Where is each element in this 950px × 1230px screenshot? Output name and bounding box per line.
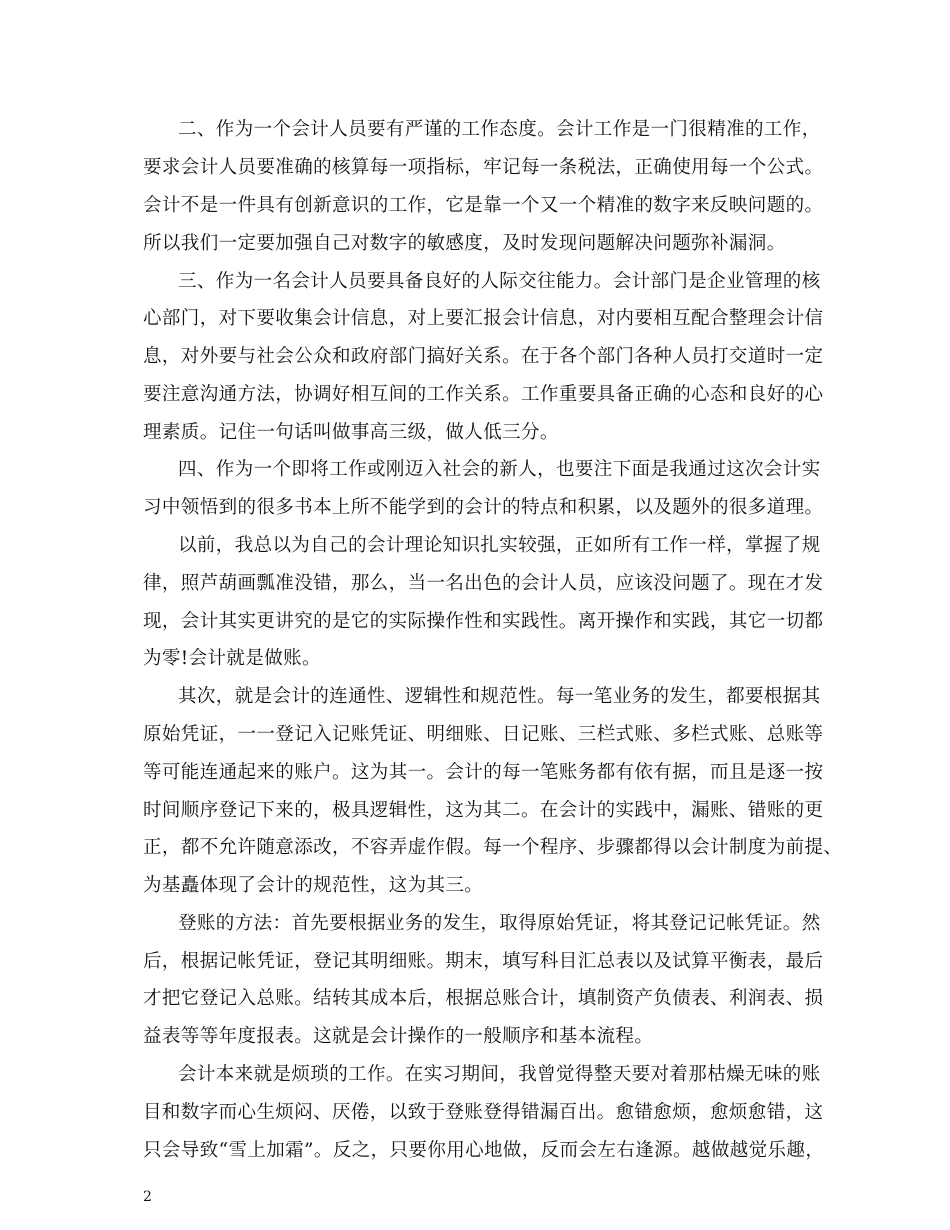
paragraph-line: 为零!会计就是做账。 xyxy=(143,648,321,669)
paragraph-line: 要注意沟通方法，协调好相互间的工作关系。工作重要具备正确的心态和良好的心 xyxy=(143,384,824,405)
paragraph-line: 时间顺序登记下来的，极具逻辑性，这为其二。在会计的实践中，漏账、错账的更 xyxy=(143,800,824,821)
paragraph-line: 以前，我总以为自己的会计理论知识扎实较强，正如所有工作一样，掌握了规 xyxy=(178,535,821,556)
paragraph-line: 要求会计人员要准确的核算每一项指标，牢记每一条税法，正确使用每一个公式。 xyxy=(143,157,824,178)
paragraph-line: 习中领悟到的很多书本上所不能学到的会计的特点和积累，以及题外的很多道理。 xyxy=(143,497,824,518)
paragraph-line: 四、作为一个即将工作或刚迈入社会的新人，也要注下面是我通过这次会计实 xyxy=(178,459,821,480)
paragraph-line: 现，会计其实更讲究的是它的实际操作性和实践性。离开操作和实践，其它一切都 xyxy=(143,611,824,632)
paragraph-line: 心部门，对下要收集会计信息，对上要汇报会计信息，对内要相互配合整理会计信 xyxy=(143,308,824,329)
paragraph-line: 才把它登记入总账。结转其成本后，根据总账合计，填制资产负债表、利润表、损 xyxy=(143,988,824,1009)
paragraph-line: 律，照芦葫画瓢准没错，那么，当一名出色的会计人员，应该没问题了。现在才发 xyxy=(143,573,824,594)
paragraph-line: 所以我们一定要加强自己对数字的敏感度，及时发现问题解决问题弥补漏洞。 xyxy=(143,233,786,254)
paragraph-line: 其次，就是会计的连通性、逻辑性和规范性。每一笔业务的发生，都要根据其 xyxy=(178,686,821,707)
paragraph-line: 等可能连通起来的账户。这为其一。会计的每一笔账务都有依有据，而且是逐一按 xyxy=(143,762,824,783)
paragraph-line: 后，根据记帐凭证，登记其明细账。期末，填写科目汇总表以及试算平衡表，最后 xyxy=(143,951,824,972)
paragraph-line: 会计本来就是烦琐的工作。在实习期间，我曾觉得整天要对着那枯燥无味的账 xyxy=(178,1064,821,1085)
paragraph-line: 目和数字而心生烦闷、厌倦，以致于登账登得错漏百出。愈错愈烦，愈烦愈错，这 xyxy=(143,1102,824,1123)
page-number: 2 xyxy=(143,1189,152,1205)
paragraph-line: 三、作为一名会计人员要具备良好的人际交往能力。会计部门是企业管理的核 xyxy=(178,271,821,292)
paragraph-line: 为基矗体现了会计的规范性，这为其三。 xyxy=(143,875,484,896)
paragraph-line: 会计不是一件具有创新意识的工作，它是靠一个又一个精准的数字来反映问题的。 xyxy=(143,195,824,216)
paragraph-line: 理素质。记住一句话叫做事高三级，做人低三分。 xyxy=(143,422,559,443)
paragraph-line: 登账的方法：首先要根据业务的发生，取得原始凭证，将其登记记帐凭证。然 xyxy=(178,913,821,934)
paragraph-line: 息，对外要与社会公众和政府部门搞好关系。在于各个部门各种人员打交道时一定 xyxy=(143,346,824,367)
paragraph-line: 二、作为一个会计人员要有严谨的工作态度。会计工作是一门很精准的工作， xyxy=(178,119,821,140)
paragraph-line: 原始凭证，一一登记入记账凭证、明细账、日记账、三栏式账、多栏式账、总账等 xyxy=(143,724,824,745)
paragraph-line: 益表等等年度报表。这就是会计操作的一般顺序和基本流程。 xyxy=(143,1026,654,1047)
paragraph-line: 只会导致“雪上加霜”。反之，只要你用心地做，反而会左右逢源。越做越觉乐趣， xyxy=(143,1140,825,1161)
paragraph-line: 正，都不允许随意添改，不容弄虚作假。每一个程序、步骤都得以会计制度为前提、 xyxy=(143,837,843,858)
